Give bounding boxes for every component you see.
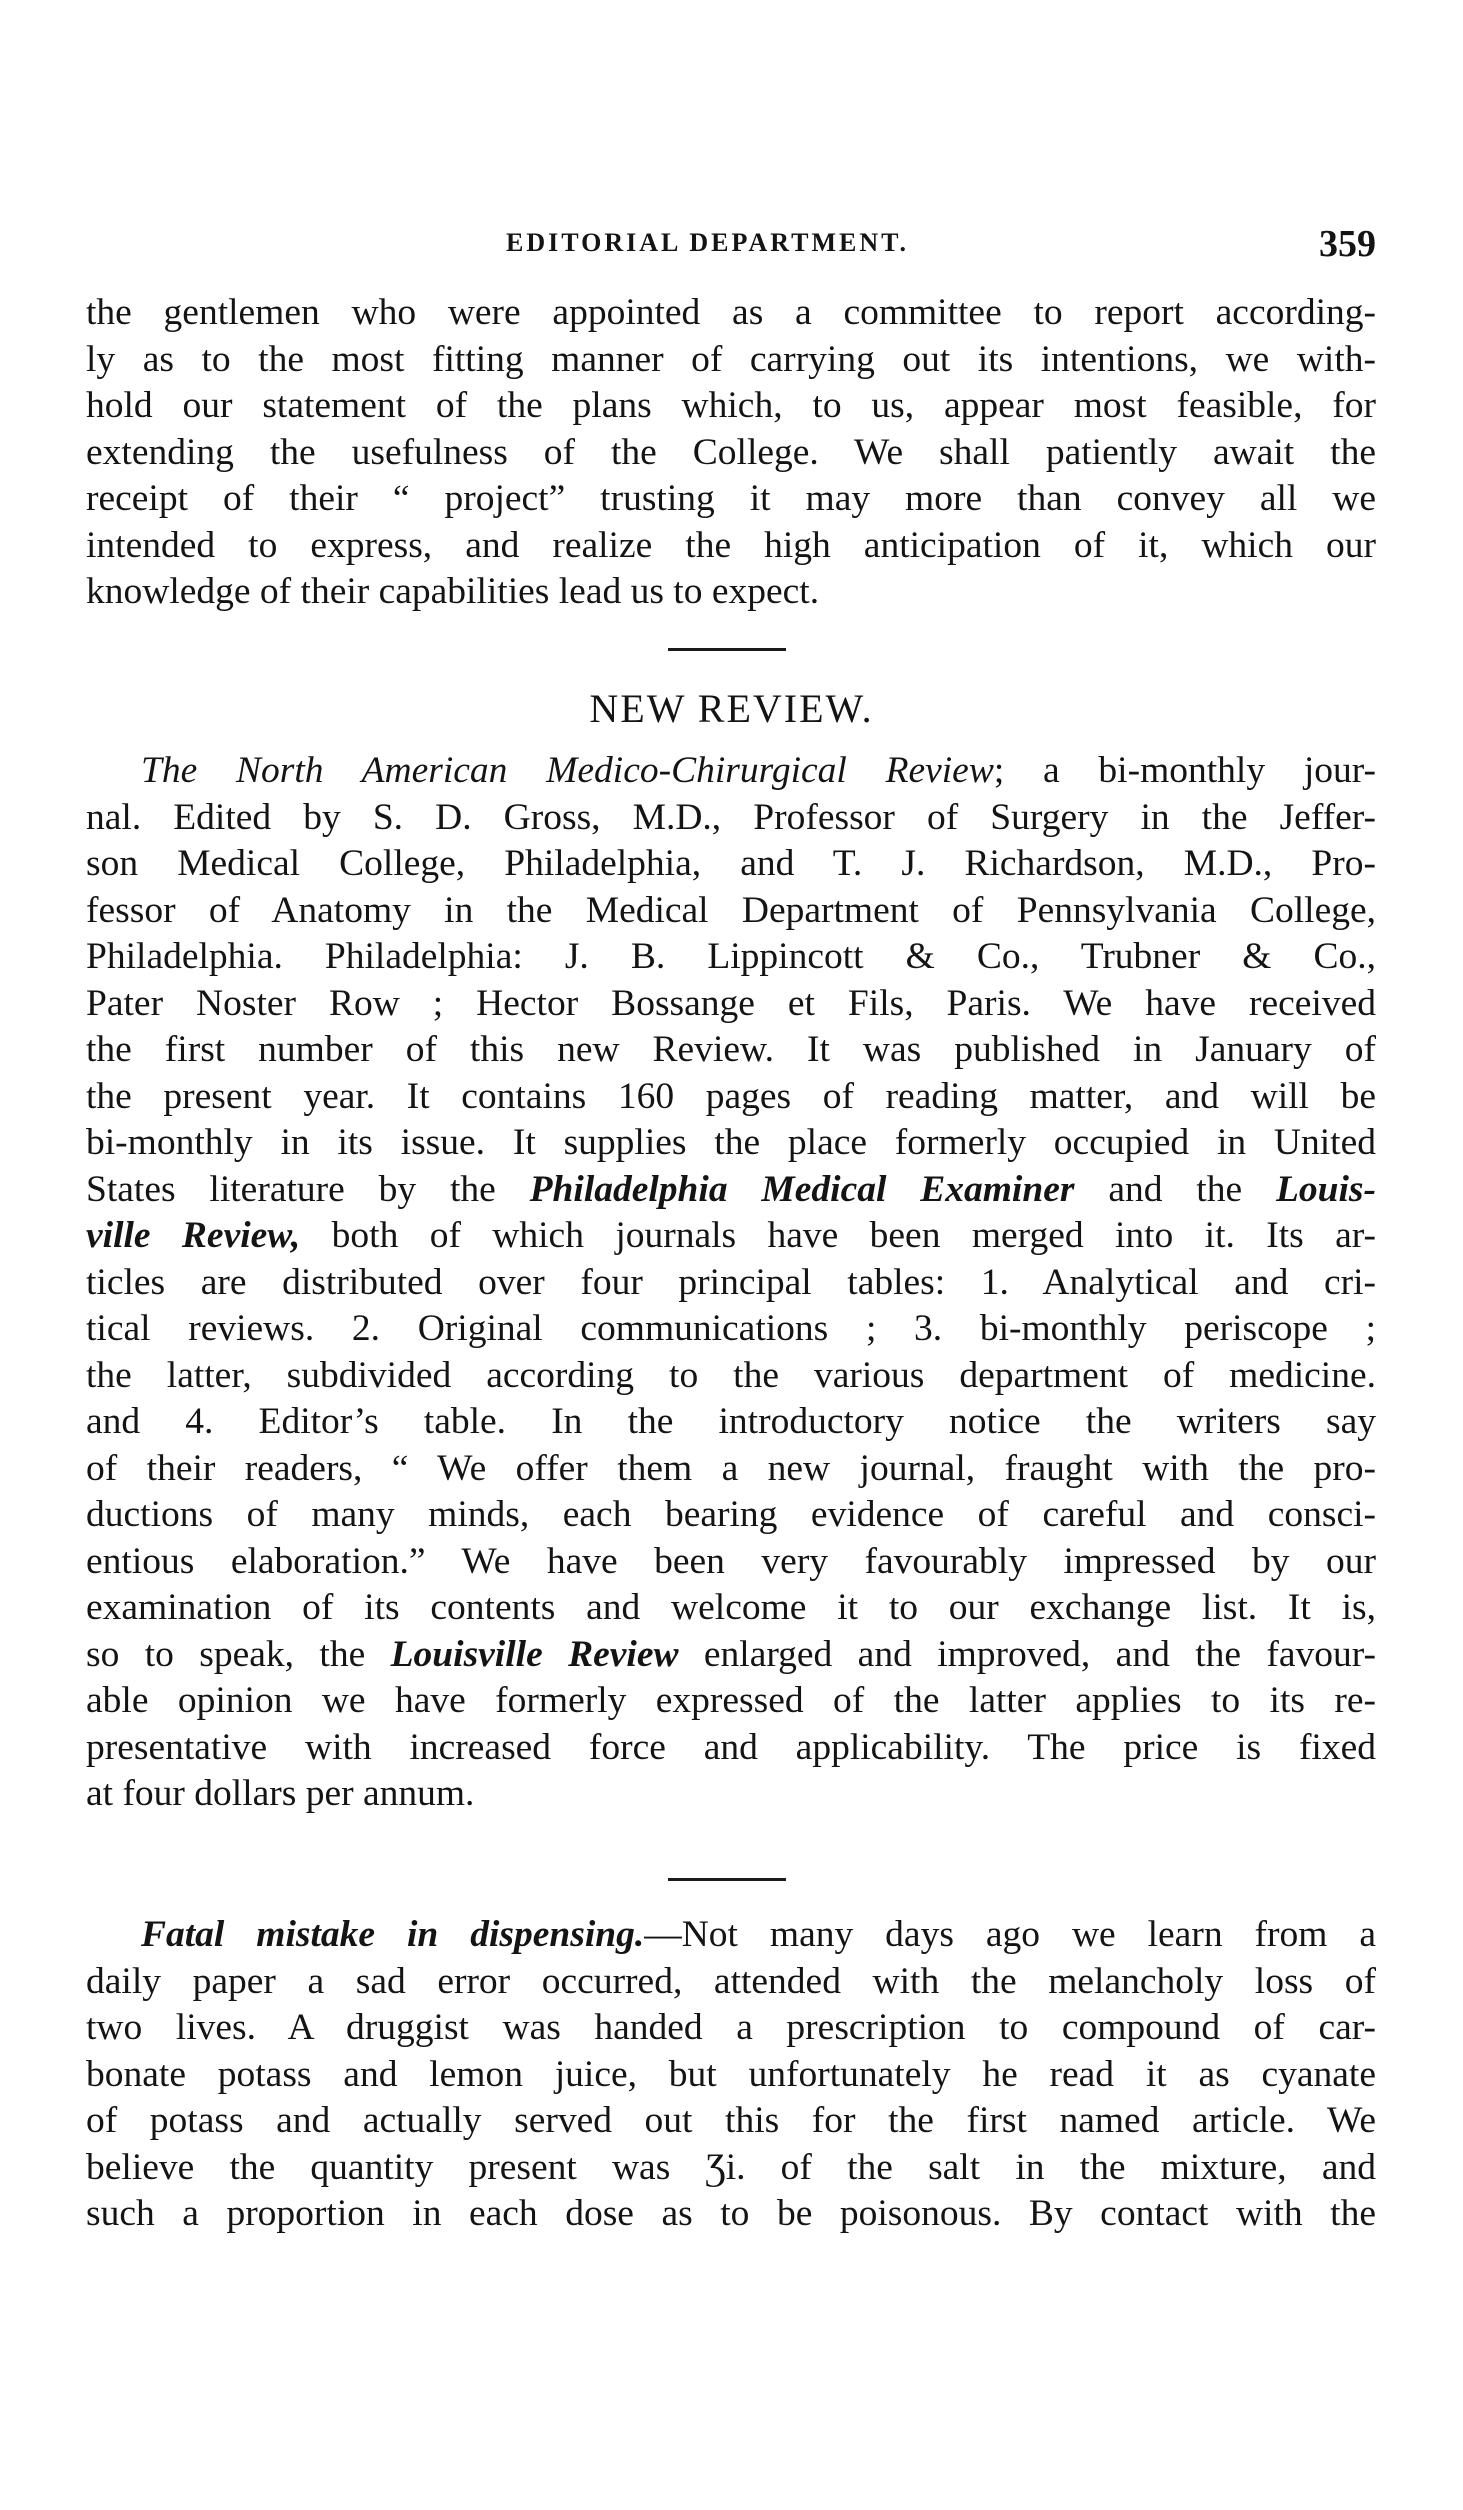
text-line: of potass and actually served out this for the first named article. We — [86, 2100, 1376, 2141]
text-line: fessor of Anatomy in the Medical Department of Pennsylvania College, — [86, 889, 1376, 931]
text-line: bi-monthly in its issue. It supplies the place formerly occupied in United — [86, 1122, 1376, 1163]
text-line: bonate potass and lemon juice, but unfortunately he read it as cyanate — [86, 2053, 1376, 2095]
notice-heading: Fatal mistake in dispensing. — [141, 1914, 645, 1955]
text-line: at four dollars per annum. — [86, 1773, 475, 1814]
running-head — [86, 223, 1376, 268]
journal-name: Louisville Review — [390, 1633, 679, 1675]
text-line — [86, 1213, 1376, 1260]
text-line: able opinion we have formerly expressed of the latter applies to its re- — [86, 1680, 1376, 1721]
text-line: daily paper a sad error occurred, attended with the melancholy loss of — [86, 1960, 1376, 2002]
running-title: EDITORIAL DEPARTMENT. — [506, 228, 910, 257]
text-line — [86, 1167, 1376, 1214]
journal-name: ville Review, — [86, 1215, 301, 1256]
journal-title: The North American Medico-Chirurgical Review — [141, 750, 994, 791]
text-line: tical reviews. 2. Original communications ; 3. bi-monthly periscope ; — [86, 1308, 1376, 1349]
text-fragment: and the — [1108, 1168, 1243, 1210]
text-line: knowledge of their capabilities lead us to expect. — [86, 571, 820, 612]
text-line — [86, 748, 1376, 795]
text-line: presentative with increased force and applicability. The price is fixed — [86, 1726, 1376, 1768]
text-line: two lives. A druggist was handed a prescription to compound of car- — [86, 2007, 1376, 2048]
text-line: the latter, subdivided according to the various department of medicine. — [86, 1354, 1376, 1396]
text-fragment: enlarged and improved, and the favour- — [703, 1633, 1377, 1675]
text-line: Pater Noster Row ; Hector Bossange et Fils, Paris. We have received — [86, 982, 1376, 1024]
text-line: such a proportion in each dose as to be poisonous. By contact with the — [86, 2193, 1376, 2234]
text-line: entious elaboration.” We have been very favourably impressed by our — [86, 1540, 1376, 1582]
text-line: hold our statement of the plans which, to us, appear most feasible, for — [86, 385, 1376, 426]
text-line — [86, 1632, 1376, 1679]
text-fragment: States literature by the — [86, 1168, 496, 1210]
text-line: ly as to the most fitting manner of carrying out its intentions, we with- — [86, 338, 1376, 380]
text-fragment: —Not many days ago we learn from a — [644, 1914, 1377, 1955]
review-paragraph — [86, 748, 1376, 1818]
section-divider — [668, 648, 786, 651]
text-line: ticles are distributed over four principal tables: 1. Analytical and cri- — [86, 1261, 1376, 1303]
opening-paragraph — [86, 290, 1376, 616]
text-line: ductions of many minds, each bearing evidence of careful and consci- — [86, 1494, 1376, 1535]
text-line: the first number of this new Review. It was published in January of — [86, 1029, 1376, 1070]
text-line: the gentlemen who were appointed as a committee to report according- — [86, 292, 1376, 333]
text-line: intended to express, and realize the high anticipation of it, which our — [86, 524, 1376, 566]
text-fragment: so to speak, the — [86, 1633, 366, 1675]
notice-paragraph — [86, 1912, 1376, 2238]
journal-name: Philadelphia Medical Examiner — [529, 1168, 1075, 1210]
section-title: NEW REVIEW. — [589, 686, 874, 731]
text-line: extending the usefulness of the College. We shall patiently await the — [86, 431, 1376, 473]
text-line: receipt of their “ project” trusting it may more than convey all we — [86, 478, 1376, 519]
text-line: of their readers, “ We offer them a new journal, fraught with the pro- — [86, 1447, 1376, 1489]
text-line: and 4. Editor’s table. In the introductory notice the writers say — [86, 1401, 1376, 1442]
section-divider — [668, 1878, 786, 1881]
text-line: Philadelphia. Philadelphia: J. B. Lippincott & Co., Trubner & Co., — [86, 936, 1376, 977]
text-fragment: ; a bi-monthly jour- — [993, 750, 1376, 791]
text-line — [86, 1912, 1376, 1959]
text-line: nal. Edited by S. D. Gross, M.D., Professor of Surgery in the Jeffer- — [86, 796, 1376, 838]
page-number: 359 — [1319, 223, 1376, 265]
journal-name: Louis- — [1275, 1168, 1376, 1210]
text-line: the present year. It contains 160 pages of reading matter, and will be — [86, 1075, 1376, 1117]
text-line: believe the quantity present was Ʒi. of the salt in the mixture, and — [86, 2146, 1376, 2188]
text-line: son Medical College, Philadelphia, and T. J. Richardson, M.D., Pro- — [86, 843, 1376, 884]
text-fragment: both of which journals have been merged into it. Its ar- — [331, 1215, 1376, 1256]
text-line: examination of its contents and welcome it to our exchange list. It is, — [86, 1587, 1376, 1628]
